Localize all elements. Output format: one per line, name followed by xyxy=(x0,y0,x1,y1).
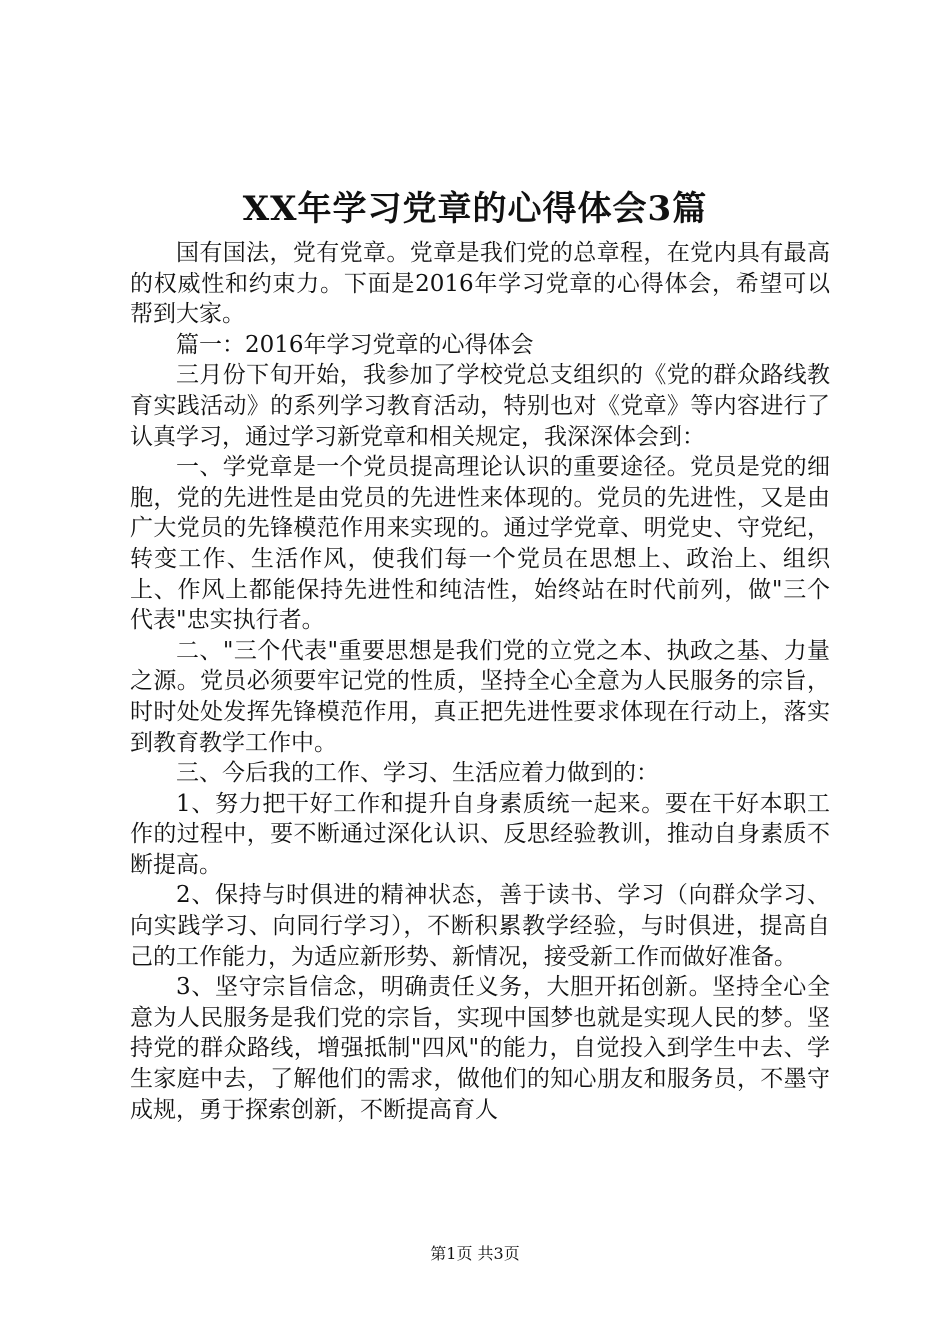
body-paragraph: 2、保持与时俱进的精神状态，善于读书、学习（向群众学习、向实践学习、向同行学习），不断积累教学经验，与时俱进，提高自己的工作能力，为适应新形势、新情况，接受新工作而做好准备。 xyxy=(130,882,830,970)
body-paragraph: 三月份下旬开始，我参加了学校党总支组织的《党的群众路线教育实践活动》的系列学习教育活动，特别也对《党章》等内容进行了认真学习，通过学习新党章和相关规定，我深深体会到： xyxy=(130,362,830,450)
document-body xyxy=(130,238,830,1125)
body-paragraph: 一、学党章是一个党员提高理论认识的重要途径。党员是党的细胞，党的先进性是由党员的先进性来体现的。党员的先进性，又是由广大党员的先锋模范作用来实现的。通过学党章、明党史、守党纪，转变工作、生活作风，使我们每一个党员在思想上、政治上、组织上、作风上都能保持先进性和纯洁性，始终站在时代前列，做"三个代表"忠实执行者。 xyxy=(130,454,830,634)
body-paragraph: 3、坚守宗旨信念，明确责任义务，大胆开拓创新。坚持全心全意为人民服务是我们党的宗旨，实现中国梦也就是实现人民的梦。坚持党的群众路线，增强抵制"四风"的能力，自觉投入到学生中去、学生家庭中去，了解他们的需求，做他们的知心朋友和服务员，不墨守成规，勇于探索创新，不断提高育人 xyxy=(130,974,830,1123)
body-paragraph: 三、今后我的工作、学习、生活应着力做到的： xyxy=(176,760,659,787)
body-paragraph: 1、努力把干好工作和提升自身素质统一起来。要在干好本职工作的过程中，要不断通过深化认识、反思经验教训，推动自身素质不断提高。 xyxy=(130,790,830,878)
page-footer: 第1页 共3页 xyxy=(430,1244,520,1263)
intro-paragraph: 国有国法，党有党章。党章是我们党的总章程，在党内具有最高的权威性和约束力。下面是2016年学习党章的心得体会，希望可以帮到大家。 xyxy=(130,240,830,328)
document-title: XX年学习党章的心得体会3篇 xyxy=(242,189,708,229)
body-paragraph: 二、"三个代表"重要思想是我们党的立党之本、执政之基、力量之源。党员必须要牢记党的性质，坚持全心全意为人民服务的宗旨，时时处处发挥先锋模范作用，真正把先进性要求体现在行动上，落实到教育教学工作中。 xyxy=(130,637,830,756)
section-heading: 篇一：2016年学习党章的心得体会 xyxy=(176,331,534,358)
